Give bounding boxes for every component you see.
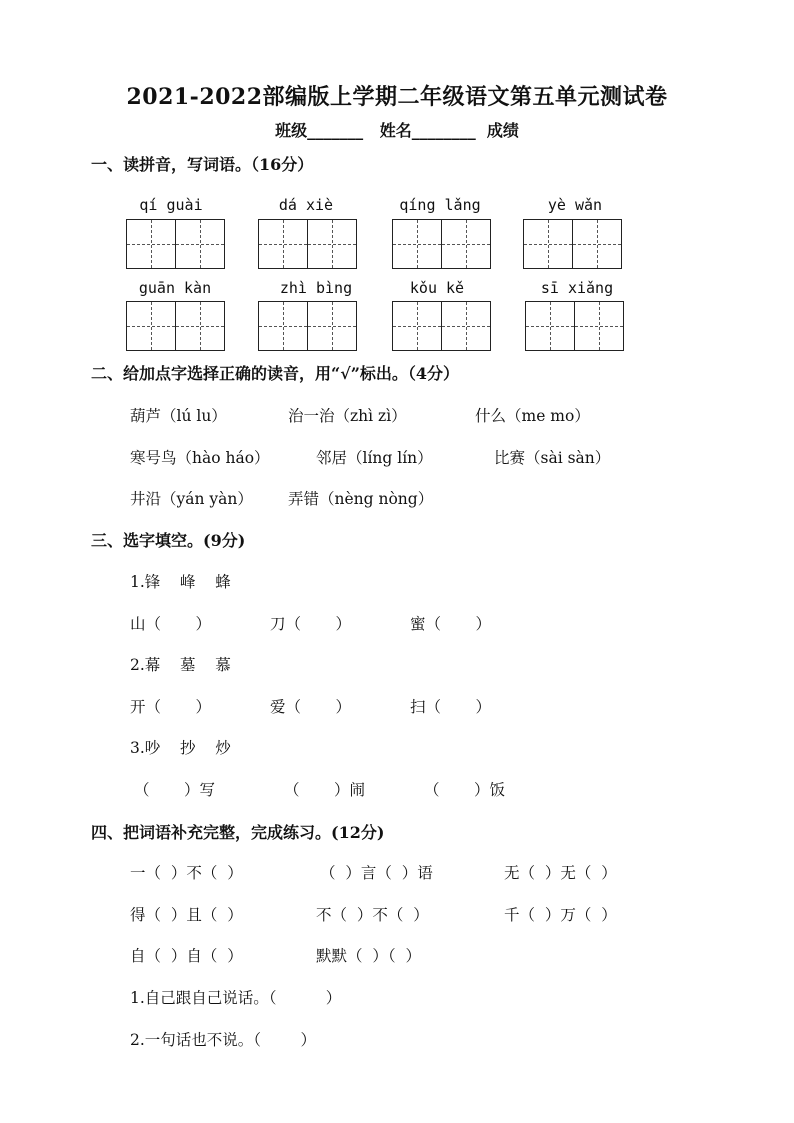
fill-blank[interactable]: 开（ ） xyxy=(130,698,211,716)
writing-box[interactable] xyxy=(441,219,491,269)
writing-box[interactable] xyxy=(307,219,357,269)
char-options: 3.吵 抄 炒 xyxy=(130,739,231,757)
tian-grid xyxy=(126,301,225,351)
writing-box[interactable] xyxy=(523,219,573,269)
idiom-blank[interactable]: 默默（ ）（ ） xyxy=(316,947,421,965)
pinyin-label: qí guài xyxy=(139,196,203,214)
idiom-blank[interactable]: 一（ ）不（ ） xyxy=(130,864,243,882)
pronunciation-choice[interactable]: 葫芦（lú lu） xyxy=(130,407,227,425)
tian-grid xyxy=(258,301,357,351)
pinyin-label: yè wǎn xyxy=(547,196,603,214)
fill-blank[interactable]: （ ）写 xyxy=(134,781,215,799)
writing-box[interactable] xyxy=(258,301,308,351)
section-4-heading: 四、把词语补充完整，完成练习。(12分) xyxy=(91,823,385,842)
idiom-blank[interactable]: （ ）言（ ）语 xyxy=(320,864,433,882)
idiom-blank[interactable]: 自（ ）自（ ） xyxy=(130,947,243,965)
writing-box[interactable] xyxy=(441,301,491,351)
pinyin-label: zhì bìng xyxy=(279,279,353,297)
tian-grid xyxy=(525,301,624,351)
tian-grid xyxy=(392,219,491,269)
writing-box[interactable] xyxy=(175,219,225,269)
writing-box[interactable] xyxy=(525,301,575,351)
pronunciation-choice[interactable]: 寒号鸟（hào háo） xyxy=(130,449,270,467)
pinyin-label: qíng lǎng xyxy=(399,196,481,214)
exercise-question[interactable]: 2.一句话也不说。（ ） xyxy=(130,1031,316,1049)
pinyin-label: guān kàn xyxy=(138,279,212,297)
pronunciation-choice[interactable]: 治一治（zhì zì） xyxy=(288,407,407,425)
pinyin-label: dá xiè xyxy=(278,196,334,214)
writing-box[interactable] xyxy=(307,301,357,351)
pronunciation-choice[interactable]: 什么（me mo） xyxy=(475,407,590,425)
fill-blank[interactable]: 刀（ ） xyxy=(270,615,351,633)
char-options: 2.幕 墓 慕 xyxy=(130,656,231,674)
writing-box[interactable] xyxy=(392,301,442,351)
tian-grid xyxy=(126,219,225,269)
student-info-line: 班级_______ 姓名________ 成绩 xyxy=(275,121,519,140)
fill-blank[interactable]: 山（ ） xyxy=(130,615,211,633)
tian-grid xyxy=(523,219,622,269)
writing-box[interactable] xyxy=(574,301,624,351)
writing-box[interactable] xyxy=(572,219,622,269)
char-options: 1.锋 峰 蜂 xyxy=(130,573,231,591)
section-2-heading: 二、给加点字选择正确的读音，用“√”标出。（4分） xyxy=(91,364,460,383)
tian-grid xyxy=(258,219,357,269)
pronunciation-choice[interactable]: 弄错（nèng nòng） xyxy=(288,490,434,508)
idiom-blank[interactable]: 无（ ）无（ ） xyxy=(504,864,617,882)
idiom-blank[interactable]: 千（ ）万（ ） xyxy=(504,906,617,924)
writing-box[interactable] xyxy=(126,219,176,269)
pronunciation-choice[interactable]: 邻居（líng lín） xyxy=(316,449,433,467)
writing-box[interactable] xyxy=(175,301,225,351)
section-3-heading: 三、选字填空。(9分) xyxy=(91,531,246,550)
pronunciation-choice[interactable]: 井沿（yán yàn） xyxy=(130,490,253,508)
writing-box[interactable] xyxy=(126,301,176,351)
fill-blank[interactable]: 爱（ ） xyxy=(270,698,351,716)
idiom-blank[interactable]: 不（ ）不（ ） xyxy=(316,906,429,924)
writing-box[interactable] xyxy=(392,219,442,269)
pinyin-label: sī xiǎng xyxy=(540,279,614,297)
writing-box[interactable] xyxy=(258,219,308,269)
fill-blank[interactable]: 扫（ ） xyxy=(410,698,491,716)
pronunciation-choice[interactable]: 比赛（sài sàn） xyxy=(494,449,611,467)
pinyin-label: kǒu kě xyxy=(409,279,465,297)
fill-blank[interactable]: 蜜（ ） xyxy=(410,615,491,633)
idiom-blank[interactable]: 得（ ）且（ ） xyxy=(130,906,243,924)
page-title: 2021-2022部编版上学期二年级语文第五单元测试卷 xyxy=(126,84,668,110)
fill-blank[interactable]: （ ）饭 xyxy=(424,781,505,799)
tian-grid xyxy=(392,301,491,351)
section-1-heading: 一、读拼音，写词语。（16分） xyxy=(91,155,314,174)
exercise-question[interactable]: 1.自己跟自己说话。（ ） xyxy=(130,989,342,1007)
fill-blank[interactable]: （ ）闹 xyxy=(284,781,365,799)
